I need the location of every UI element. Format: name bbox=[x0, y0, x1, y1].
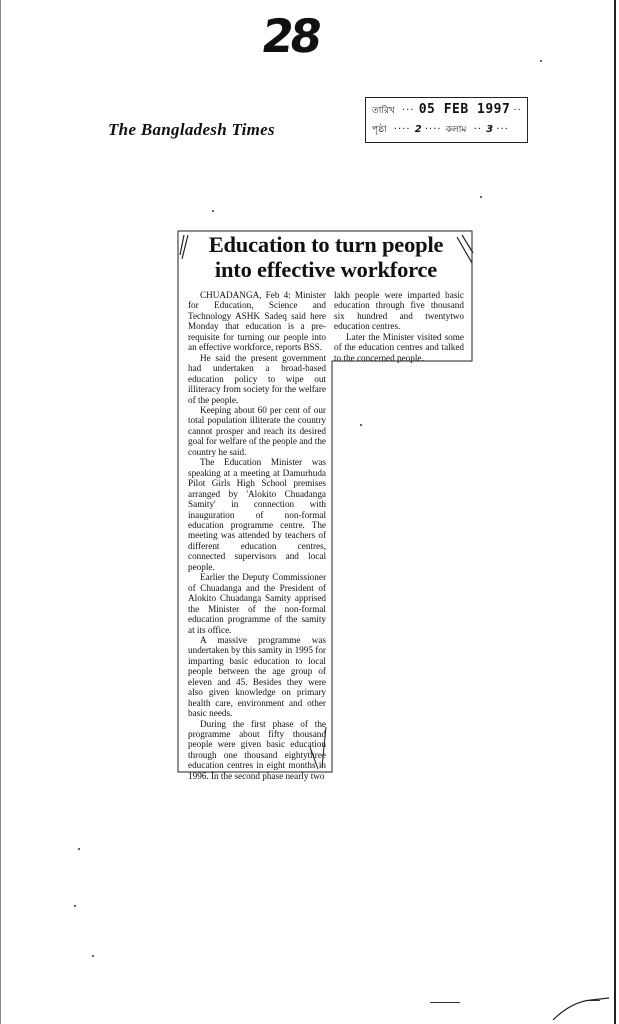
stamp-dots: ··· bbox=[402, 105, 419, 116]
headline-line-2: into effective workforce bbox=[214, 257, 438, 282]
stamp-date-value: 05 FEB 1997 bbox=[418, 102, 511, 117]
paragraph: The Education Minister was speaking at a meeting at Damurhuda Pilot Girls High School premises arranged by 'Alokito Chuadanga Samity' in connection with inauguration of non-formal education programme centre. The meeting was attended by teachers of different education centres, connected supervisors and local people. bbox=[188, 457, 326, 572]
stamp-column-label: কলাম bbox=[445, 125, 467, 135]
headline-line-1: Education to turn people bbox=[208, 232, 444, 257]
stamp-dots: ·· bbox=[473, 124, 487, 135]
newspaper-masthead: The Bangladesh Times bbox=[108, 120, 275, 139]
paragraph: Earlier the Deputy Commissioner of Chuadanga and the President of Alokito Chuadanga Samity apprised the Minister of the non-formal education programme of the samity at its office. bbox=[188, 572, 326, 635]
stamp-page-row bbox=[372, 122, 509, 137]
handwritten-file-number: 28 bbox=[258, 9, 322, 63]
stamp-page-value: 2 bbox=[414, 124, 422, 135]
stamp-date-label: তারিখ bbox=[372, 106, 395, 116]
paragraph: Keeping about 60 per cent of our total population illiterate the country cannot prosper and reach its desired goal for welfare of the people and the country he said. bbox=[188, 404, 327, 457]
stamp-date-row bbox=[372, 102, 522, 118]
paragraph: A massive programme was undertaken by this samity in 1995 for imparting basic education to local people between the age group of eleven and 45. Besides they were also given knowledge on primary health care, environment and other basic needs. bbox=[188, 634, 326, 719]
stamp-dots: ··· bbox=[496, 124, 509, 135]
paragraph: He said the present government had undertaken a broad-based education policy to wipe out illiteracy from society for the welfare of the people. bbox=[188, 352, 326, 405]
paragraph: Later the Minister visited some of the education centres and talked to the concerned people. bbox=[334, 331, 464, 363]
article-left-column bbox=[188, 290, 326, 781]
paragraph: During the first phase of the programme about fifty thousand people were given basic education through one thousand eightythree education centres in eight months in 1996. In the second phase nearly two bbox=[188, 718, 326, 781]
page-edge-left bbox=[0, 0, 1, 1024]
stamp-page-label: পৃষ্ঠা bbox=[372, 125, 387, 135]
corner-scribble bbox=[551, 996, 611, 1022]
article-headline bbox=[180, 232, 472, 282]
stamp-column-value: 3 bbox=[486, 124, 494, 135]
stamp-dots: ···· bbox=[424, 124, 446, 135]
paragraph: CHUADANGA, Feb 4: Minister for Education, Science and Technology ASHK Sadeq said here Monday that education is a pre-requisite for turning our people into an effective workforce, reports BSS. bbox=[188, 290, 326, 353]
page-edge-right bbox=[614, 0, 616, 1024]
paragraph: lakh people were imparted basic education through five thousand six hundred and twentytwo education centres. bbox=[334, 290, 464, 332]
date-stamp bbox=[365, 97, 528, 143]
article-right-column bbox=[334, 290, 464, 363]
stamp-dots: ···· bbox=[393, 124, 415, 135]
stamp-dots: ·· bbox=[513, 105, 522, 116]
